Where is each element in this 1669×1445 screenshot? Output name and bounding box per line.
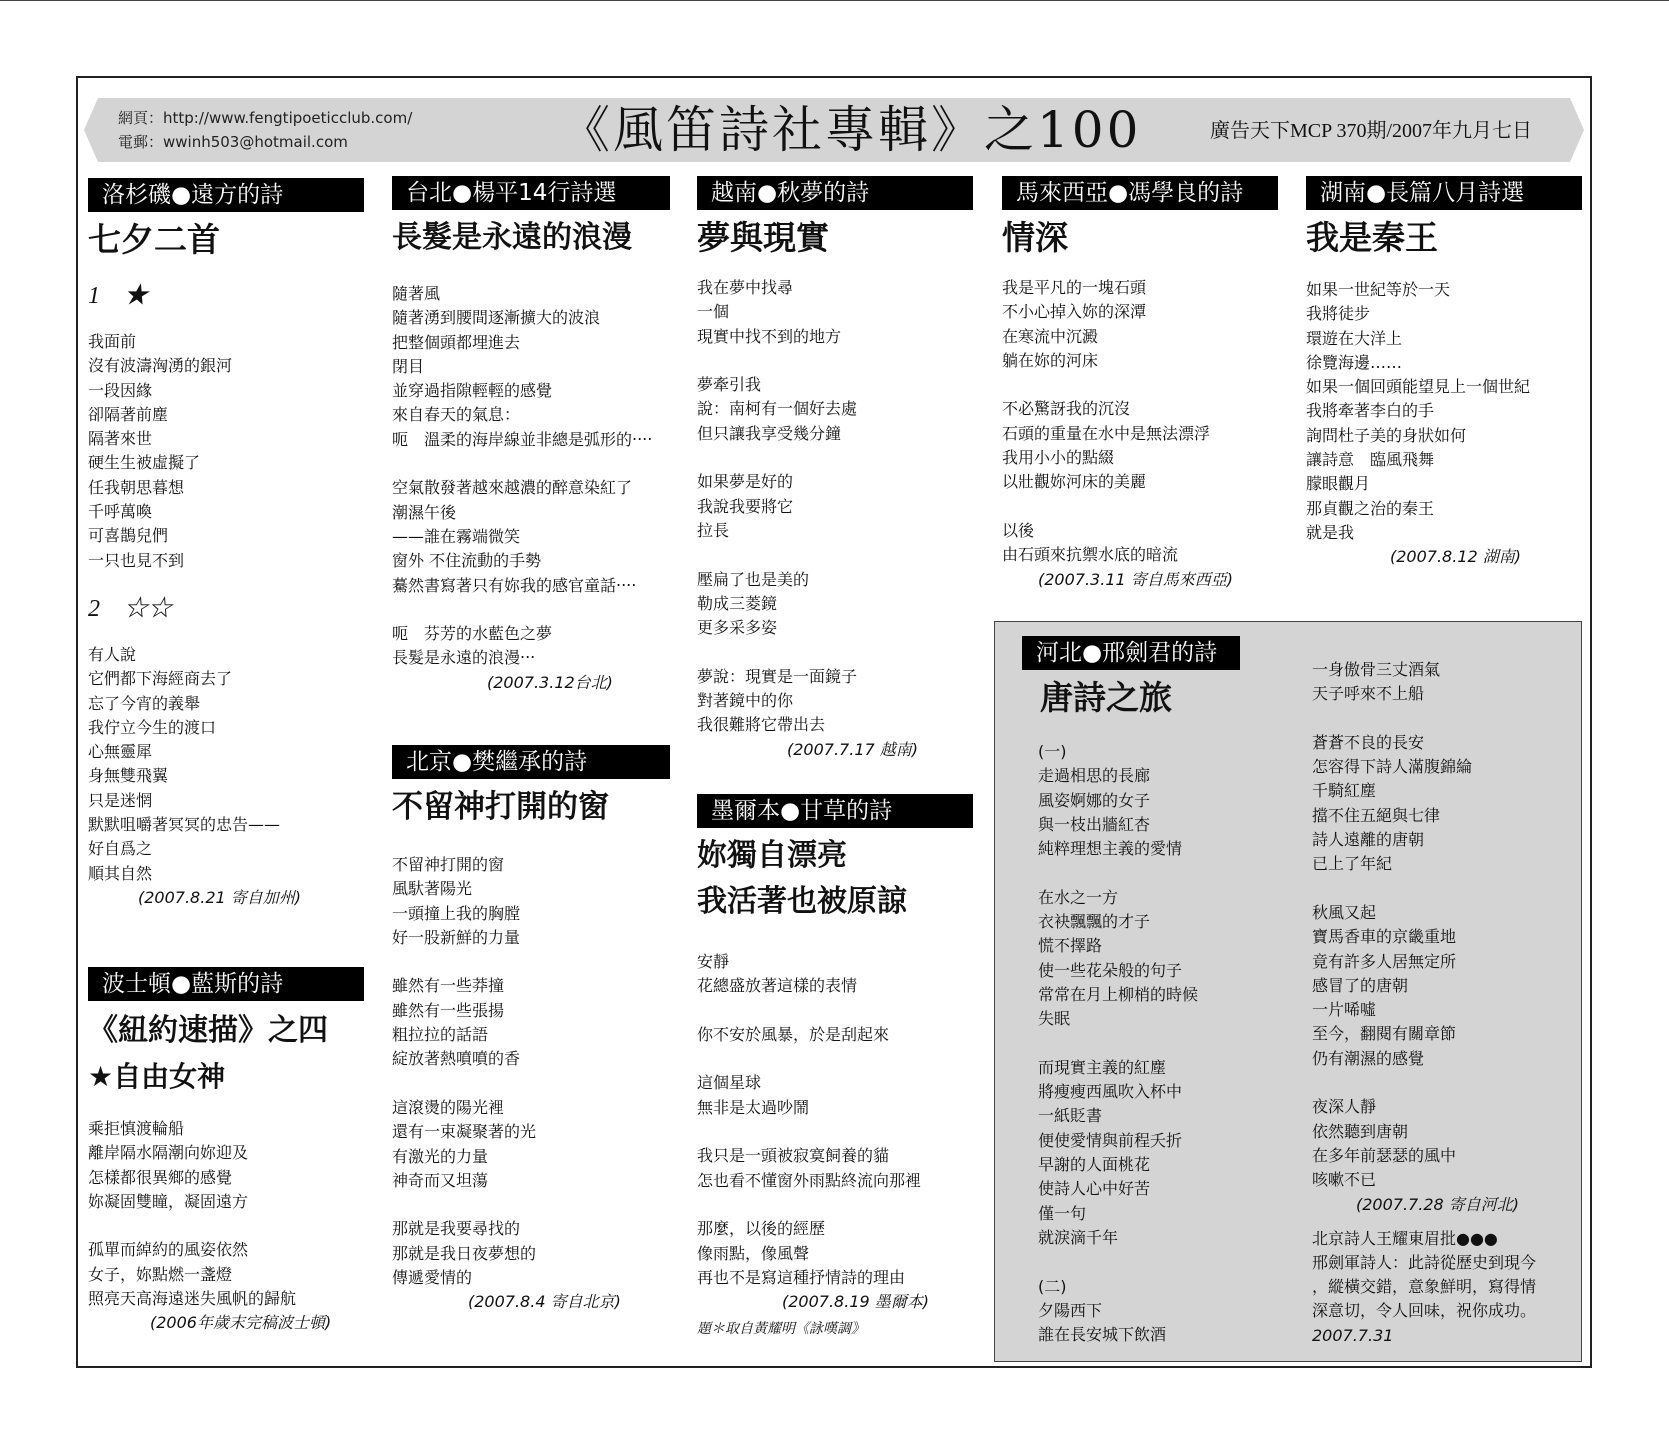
poem-title: 我活著也被原諒 (697, 884, 907, 919)
poem-line: 有激光的力量 (392, 1146, 489, 1166)
poem-title: 夢與現實 (697, 218, 829, 257)
poem-date: (2007.8.4 寄自北京) (468, 1292, 621, 1312)
editor-comment (1312, 1227, 1576, 1324)
header-contact (118, 106, 412, 154)
poem-line: 徐覽海邊…… (1306, 352, 1403, 372)
poem-line: 隨著風 (392, 284, 441, 303)
poem-line: 卻隔著前塵 (88, 404, 169, 424)
poem-body (88, 1117, 364, 1311)
poem-date: (2006年歲末完稿波士頓) (150, 1313, 332, 1333)
poem-line: 在水之一方 (1038, 887, 1119, 907)
poem-line: 女子，妳點燃一盞燈 (88, 1264, 233, 1284)
poem-line: 一只也見不到 (88, 550, 185, 570)
poem-line: 如果一世紀等於一天 (1306, 280, 1451, 299)
poem-line: 這滾燙的陽光裡 (392, 1097, 505, 1117)
poem-line: 驀然書寫著只有妳我的感官童話‧‧‧‧ (392, 575, 637, 595)
section-header: 墨爾本●甘草的詩 (697, 794, 973, 828)
poem-line: 勒成三菱鏡 (697, 593, 778, 613)
poem-line: 如果夢是好的 (697, 472, 794, 492)
poem-line: 純粹理想主義的愛情 (1038, 839, 1183, 859)
poem-line: 蒼蒼不良的長安 (1312, 732, 1425, 752)
poem-line: 我是平凡的一塊石頭 (1002, 278, 1147, 297)
poem-line: 呃 溫柔的海岸線並非總是弧形的‧‧‧‧ (392, 429, 653, 449)
poem-line: 身無雙飛翼 (88, 766, 169, 786)
poem-line: 不留神打開的窗 (392, 855, 505, 874)
poem-line: 我佇立今生的渡口 (88, 717, 217, 737)
poem-line (1002, 495, 1278, 519)
comment-date: 2007.7.31 (1312, 1325, 1394, 1345)
poem-subtitle: 2 ☆☆ (88, 595, 172, 622)
poem-line: 一個 (697, 302, 730, 322)
poem-line: 就是我 (1306, 522, 1355, 542)
poem-date: (2007.7.17 越南) (787, 739, 919, 759)
poem-line: 忘了今宵的義舉 (88, 693, 201, 713)
top-rule (0, 0, 1669, 1)
poem-line: 常常在月上柳梢的時候 (1038, 984, 1199, 1004)
poem-line: 順其自然 (88, 863, 153, 883)
poem-date: (2007.8.12 湖南) (1390, 547, 1522, 567)
poem-line: 依然聽到唐朝 (1312, 1121, 1409, 1141)
poem-line: 隨著湧到腰間逐漸擴大的波浪 (392, 308, 601, 328)
poem-body (88, 330, 364, 573)
poem-line: 千呼萬喚 (88, 502, 153, 522)
poem-line (697, 1047, 973, 1071)
poem-body (1022, 740, 1282, 1347)
poem-line: 與一枝出牆紅杏 (1038, 814, 1151, 834)
email-text: 電郵：wwinh503@hotmail.com (118, 133, 348, 151)
poem-line: 有人說 (88, 644, 137, 664)
poem-line: 而現實主義的紅塵 (1038, 1057, 1167, 1077)
poem-line: (一) (1038, 742, 1067, 761)
poem-line: 夕陽西下 (1038, 1300, 1103, 1320)
poem-line: 拉長 (697, 520, 730, 540)
poem-line: 將瘦瘦西風吹入杯中 (1038, 1082, 1183, 1102)
poem-line (697, 640, 973, 664)
poem-line: 走過相思的長廊 (1038, 766, 1151, 786)
poem-line (1038, 1032, 1282, 1056)
website-text: 網頁：http://www.fengtipoeticclub.com/ (118, 109, 413, 127)
poem-title: 七夕二首 (88, 220, 220, 259)
poem-line: 還有一束凝聚著的光 (392, 1122, 537, 1142)
poem-line (697, 1193, 973, 1217)
poem-line: 已上了年紀 (1312, 854, 1393, 874)
poem-title: 情深 (1002, 218, 1068, 257)
poem-line: 說：南柯有一個好去處 (697, 399, 858, 419)
poem-line: 如果一個回頭能望見上一個世紀 (1306, 377, 1531, 397)
poem-line: 孤單而綽約的風姿依然 (88, 1240, 249, 1260)
poem-line: 呃 芬芳的水藍色之夢 (392, 624, 553, 644)
poem-body (88, 643, 364, 886)
poem-line: 詩人遠離的唐朝 (1312, 830, 1425, 850)
poem-line: ——誰在霧端微笑 (392, 526, 521, 546)
poem-line: 使一些花朵般的句子 (1038, 960, 1183, 980)
poem-line: 我將牽著李白的手 (1306, 401, 1435, 421)
poem-line: 傳遞愛情的 (392, 1268, 473, 1288)
poem-line: 深意切，令人回味，祝你成功。 (1312, 1301, 1537, 1321)
poem-line: 至今，翻閱有關章節 (1312, 1024, 1457, 1044)
poem-line: 詢問杜子美的身狀如何 (1306, 425, 1467, 445)
poem-line: 就淚滴千年 (1038, 1227, 1119, 1247)
poem-line: 一頭撞上我的胸膛 (392, 903, 521, 923)
poem-line (697, 543, 973, 567)
poem-date: (2007.7.28 寄自河北) (1356, 1194, 1520, 1214)
poem-line: 誰在長安城下飲酒 (1038, 1325, 1167, 1345)
poem-date: (2007.8.21 寄自加州) (138, 887, 302, 907)
section-header: 台北●楊平14行詩選 (392, 176, 670, 210)
column-taipei (392, 176, 670, 695)
poem-line (1038, 1250, 1282, 1274)
poem-line: 心無靈犀 (88, 742, 153, 762)
poem-line: 僅一句 (1038, 1203, 1087, 1223)
poem-line: 一片唏噓 (1312, 1000, 1377, 1020)
poem-line: 環遊在大洋上 (1306, 328, 1403, 348)
poem-line: 秋風又起 (1312, 902, 1377, 922)
poem-line: 乘拒慎渡輪船 (88, 1119, 185, 1138)
poem-line: 衣袂飄飄的才子 (1038, 912, 1151, 932)
poem-line: 一段因緣 (88, 380, 153, 400)
poem-line: 只是迷惘 (88, 790, 153, 810)
poem-line: 讓詩意 臨風飛舞 (1306, 450, 1435, 470)
poem-line: 無非是太過吵鬧 (697, 1097, 810, 1117)
poem-line: 使詩人心中好苦 (1038, 1179, 1151, 1199)
section-header: 越南●秋夢的詩 (697, 176, 973, 210)
poem-line: 我用小小的點綴 (1002, 448, 1115, 468)
poem-date: (2007.8.19 墨爾本) (782, 1292, 930, 1312)
poem-line: 不必驚訝我的沉沒 (1002, 399, 1131, 419)
poem-line: 那就是我要尋找的 (392, 1219, 521, 1239)
poem-body (392, 853, 670, 1290)
poem-line: 任我朝思暮想 (88, 477, 185, 497)
poem-title: 妳獨自漂亮 (697, 838, 847, 873)
poem-title: 不留神打開的窗 (392, 789, 609, 825)
poem-line: 風姿婀娜的女子 (1038, 790, 1151, 810)
section-header: 湖南●長篇八月詩選 (1306, 176, 1582, 210)
poem-line: 神奇而又坦蕩 (392, 1170, 489, 1190)
poem-line: 朦眼觀月 (1306, 474, 1371, 494)
column-hebei-continued (1312, 658, 1576, 1348)
poem-line (697, 446, 973, 470)
poem-title: 唐詩之旅 (1040, 678, 1172, 717)
poem-line: 隔著來世 (88, 429, 153, 449)
poem-line (1312, 1071, 1576, 1095)
poem-line: 來自春天的氣息： (392, 405, 521, 425)
poem-line (1002, 373, 1278, 397)
section-header: 馬來西亞●馮學良的詩 (1002, 176, 1278, 210)
poem-line: 夜深人靜 (1312, 1097, 1377, 1117)
poem-line: 可喜鵲兒們 (88, 526, 169, 546)
column-melbourne (697, 794, 973, 1338)
poem-line: 千騎紅塵 (1312, 781, 1377, 801)
poem-line: 壓扁了也是美的 (697, 569, 810, 589)
column-hebei (1022, 636, 1282, 1347)
poem-line: 粗拉拉的話語 (392, 1025, 489, 1045)
poem-line (392, 1072, 670, 1096)
poem-line: 把整個頭都埋進去 (392, 332, 521, 352)
column-beijing (392, 745, 670, 1314)
section-header: 北京●樊繼承的詩 (392, 745, 670, 779)
poem-line: 我只是一頭被寂寞飼養的貓 (697, 1146, 890, 1166)
poem-line: 不小心掉入妳的深潭 (1002, 302, 1147, 322)
poem-line: 由石頭來抗禦水底的暗流 (1002, 545, 1179, 565)
poem-line (88, 1214, 364, 1238)
poem-line: 那貞觀之治的秦王 (1306, 498, 1435, 518)
poem-line: 更多采多姿 (697, 618, 778, 638)
poem-line: 早謝的人面桃花 (1038, 1155, 1151, 1175)
poem-body (697, 950, 973, 1290)
poem-line: 天子呼來不上船 (1312, 684, 1425, 704)
poem-line: 這個星球 (697, 1073, 762, 1093)
poem-line: 怎也看不懂窗外雨點終流向那裡 (697, 1170, 922, 1190)
poem-line: 慌不擇路 (1038, 936, 1103, 956)
poem-line: 對著鏡中的你 (697, 691, 794, 711)
poem-line: 我說我要將它 (697, 496, 794, 516)
poem-line: 綻放著熱噴噴的香 (392, 1049, 521, 1069)
section-header: 洛杉磯●遠方的詩 (88, 178, 364, 212)
poem-line (697, 349, 973, 373)
section-header: 河北●邢劍君的詩 (1022, 636, 1240, 670)
poem-line: 一紙貶書 (1038, 1106, 1103, 1126)
poem-line: 現實中找不到的地方 (697, 326, 842, 346)
poem-line: 好一股新鮮的力量 (392, 927, 521, 947)
poem-line: 花總盛放著這樣的表情 (697, 976, 858, 996)
footnote: 題＊取自黃耀明《詠嘆調》 (697, 1321, 865, 1338)
poem-line: 咳嗽不已 (1312, 1170, 1377, 1190)
poem-line: 躺在妳的河床 (1002, 350, 1099, 370)
poem-line: 那麼，以後的經歷 (697, 1219, 826, 1239)
poem-line: 那就是我日夜夢想的 (392, 1243, 537, 1263)
column-boston (88, 967, 364, 1335)
poem-line: 寶馬香車的京畿重地 (1312, 927, 1457, 947)
poem-line: 北京詩人王耀東眉批●●● (1312, 1228, 1498, 1248)
poem-body (697, 276, 973, 738)
poem-line: 失眠 (1038, 1009, 1071, 1029)
poem-line (697, 1120, 973, 1144)
poem-line: 妳凝固雙瞳，凝固遠方 (88, 1191, 249, 1211)
issue-info: 廣告天下MCP 370期/2007年九月七日 (1210, 120, 1533, 142)
poem-title: 長髮是永遠的浪漫 (392, 220, 632, 255)
poem-title: ★自由女神 (88, 1060, 226, 1093)
poem-line: 雖然有一些張揚 (392, 1000, 505, 1020)
poem-line: 怎容得下詩人滿腹錦綸 (1312, 757, 1473, 777)
column-vietnam (697, 176, 973, 762)
poem-title: 我是秦王 (1306, 218, 1438, 257)
poem-line (697, 999, 973, 1023)
poem-body (392, 282, 670, 671)
poem-line: 再也不是寫這種抒情詩的理由 (697, 1267, 906, 1287)
poem-line: 照亮天高海遠迷失風帆的歸航 (88, 1289, 297, 1309)
section-header: 波士頓●藍斯的詩 (88, 967, 364, 1001)
poem-line: 仍有潮濕的感覺 (1312, 1048, 1425, 1068)
poem-line: 長髮是永遠的浪漫‧‧‧ (392, 648, 536, 668)
poem-line: 邢劍軍詩人：此詩從歷史到現今 (1312, 1252, 1537, 1272)
poem-line: 我在夢中找尋 (697, 278, 794, 297)
poem-body (1002, 276, 1278, 568)
poem-line: 離岸隔水隔潮向妳迎及 (88, 1143, 249, 1163)
poem-line: 它們都下海經商去了 (88, 669, 233, 689)
poem-line: 以壯觀妳河床的美麗 (1002, 472, 1147, 492)
poem-line: 以後 (1002, 520, 1035, 540)
poem-line: 好自爲之 (88, 839, 153, 859)
poem-line: 竟有許多人居無定所 (1312, 951, 1457, 971)
poem-line: 默默咀嚼著冥冥的忠告—— (88, 815, 281, 835)
poem-line: 便使愛情與前程夭折 (1038, 1130, 1183, 1150)
poem-line (1312, 877, 1576, 901)
poem-line (392, 598, 670, 622)
poem-line: 擋不住五絕與七律 (1312, 805, 1441, 825)
poem-line (392, 1193, 670, 1217)
poem-line: 怎樣都很異鄉的感覺 (88, 1167, 233, 1187)
poem-line: 夢牽引我 (697, 375, 762, 395)
poem-line: 閉目 (392, 356, 425, 376)
poem-line: 夢說：現實是一面鏡子 (697, 666, 858, 686)
poem-line: (二) (1038, 1276, 1067, 1296)
poem-line (392, 452, 670, 476)
poem-line: 風馱著陽光 (392, 879, 473, 899)
poem-line: 我很難將它帶出去 (697, 715, 826, 735)
poem-line: 窗外 不住流動的手勢 (392, 551, 542, 571)
poem-line: 並穿過指隙輕輕的感覺 (392, 381, 553, 401)
poem-date: (2007.3.11 寄自馬來西亞) (1038, 569, 1234, 589)
poem-line: 在寒流中沉澱 (1002, 326, 1099, 346)
poem-line: 一身傲骨三丈酒氣 (1312, 660, 1441, 679)
poem-line: 沒有波濤洶湧的銀河 (88, 356, 233, 376)
poem-line: 空氣散發著越來越濃的醉意染紅了 (392, 478, 633, 498)
poem-date: (2007.3.12台北) (487, 672, 613, 692)
page-title: 《風笛詩社專輯》之100 (560, 101, 1142, 159)
poem-line: 像雨點，像風聲 (697, 1243, 810, 1263)
poem-line: 在多年前瑟瑟的風中 (1312, 1145, 1457, 1165)
column-hunan (1306, 176, 1582, 569)
poem-body (1312, 658, 1576, 1193)
poem-line: 潮濕午後 (392, 502, 457, 522)
poem-line: 我將徒步 (1306, 304, 1371, 324)
poem-title: 《紐約速描》之四 (88, 1013, 328, 1048)
poem-line: 但只讓我享受幾分鐘 (697, 423, 842, 443)
poem-line: 雖然有一些莽撞 (392, 976, 505, 996)
column-malaysia (1002, 176, 1278, 592)
poem-line: 硬生生被虛擬了 (88, 453, 201, 473)
poem-line: 你不安於風暴，於是刮起來 (697, 1024, 890, 1044)
column-los-angeles (88, 178, 364, 910)
poem-line (1312, 707, 1576, 731)
poem-line: 我面前 (88, 332, 137, 351)
poem-line: 石頭的重量在水中是無法漂浮 (1002, 423, 1211, 443)
poem-line (392, 950, 670, 974)
poem-body (1306, 278, 1582, 545)
poem-line: 感冒了的唐朝 (1312, 975, 1409, 995)
poem-line: ，縱橫交錯，意象鮮明，寫得情 (1312, 1277, 1537, 1297)
poem-subtitle: 1 ★ (88, 283, 148, 309)
poem-line: 安靜 (697, 952, 730, 971)
poem-line (1038, 861, 1282, 885)
